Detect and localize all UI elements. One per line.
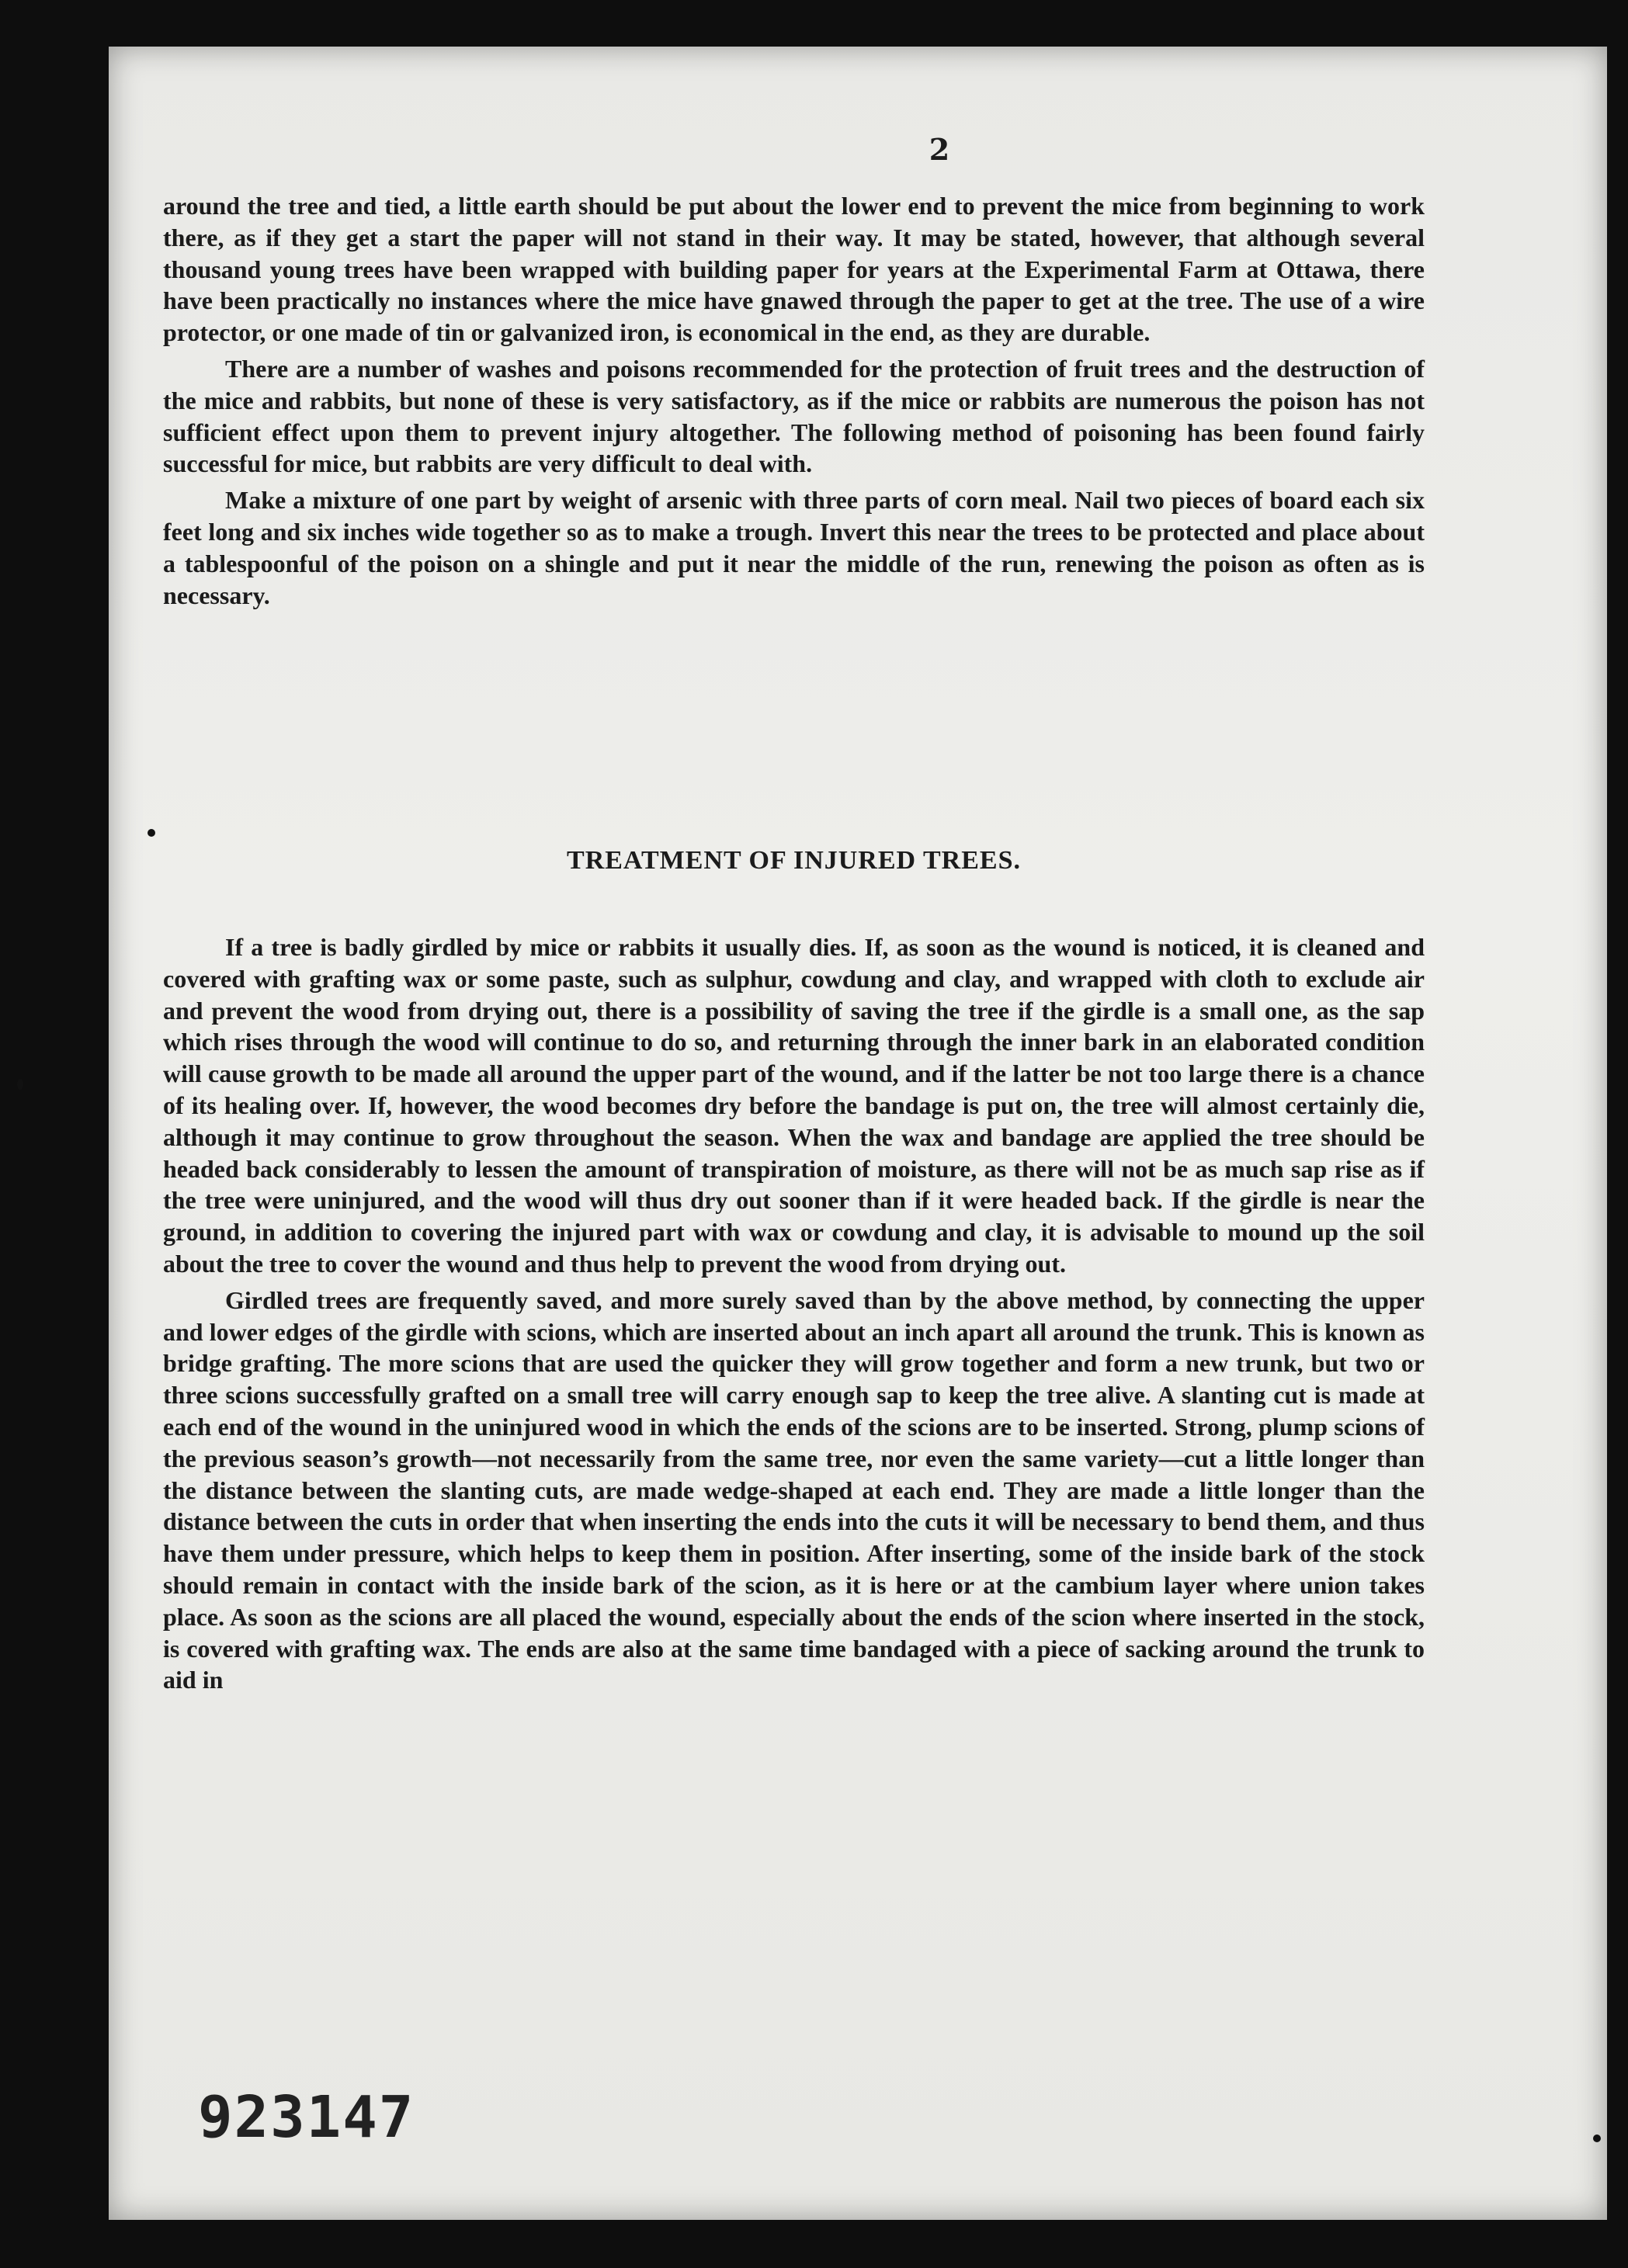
scan-speck (1593, 2134, 1601, 2142)
bottom-text-block (163, 931, 1425, 1696)
scan-speck (17, 1079, 23, 1090)
section-heading: TREATMENT OF INJURED TREES. (567, 846, 1021, 875)
top-text-block (163, 190, 1425, 611)
scan-speck (148, 829, 155, 837)
paragraph-washes-poisons: There are a number of washes and poisons recommended for the protection of fruit trees and the destruction of the mice and rabbits, but none of these is very satisfactory, as if the mice or rabbits are numerous the poison has not sufficient effect upon them to prevent injury altogether. The following method of poisoning has been found fairly successful for mice, but rabbits are very difficult to deal with. (163, 354, 1425, 478)
paragraph-bridge-grafting: Girdled trees are frequently saved, and more surely saved than by the above method, by connecting the upper and lower edges of the girdle with scions, which are inserted about an inch apart all around the trunk. This is known as bridge grafting. The more scions that are used the quicker they will grow together and form a new trunk, but two or three scions successfully grafted on a small tree will carry enough sap to keep the tree alive. A slanting cut is made at each end of the wound in the uninjured wood in which the ends of the scions are to be inserted. Strong, plump scions of the previous season’s growth—not necessarily from the same tree, nor even the same variety—cut a little longer than the distance between the slanting cuts, are made wedge-shaped at each end. They are made a little longer than the distance between the cuts in order that when inserting the ends into the cuts it will be necessary to bend them, and thus have them under pressure, which helps to keep them in position. After inserting, some of the inside bark of the stock should remain in contact with the inside bark of the scion, as it is here or at the cambium layer where union takes place. As soon as the scions are all placed the wound, especially about the ends of the scion where inserted in the stock, is covered with grafting wax. The ends are also at the same time bandaged with a piece of sacking around the trunk to aid in (163, 1285, 1425, 1694)
paragraph-girdled-tree: If a tree is badly girdled by mice or rabbits it usually dies. If, as soon as the wound is noticed, it is cleaned and covered with grafting wax or some paste, such as sulphur, cowdung and clay, and wrapped with cloth to exclude air and prevent the wood from drying out, there is a possibility of saving the tree if the girdle is a small one, as the sap which rises through the wood will continue to do so, and returning through the inner bark in an elaborated condition will cause growth to be made all around the upper part of the wound, and if the latter be not too large there is a chance of its healing over. If, however, the wood becomes dry before the bandage is put on, the tree will almost certainly die, although it may continue to grow throughout the season. When the wax and bandage are applied the tree should be headed back considerably to lessen the amount of transpiration of moisture, as there will not be as much sap rise as if the tree were uninjured, and the wood will thus dry out sooner than if it were headed back. If the girdle is near the ground, in addition to covering the injured part with wax or cowdung and clay, it is advisable to mound up the soil about the tree to cover the wound and thus help to prevent the wood from drying out. (163, 933, 1425, 1278)
page-number: 2 (929, 132, 950, 167)
paragraph-arsenic-mixture: Make a mixture of one part by weight of arsenic with three parts of corn meal. Nail two pieces of board each six feet long and six inches wide together so as to make a trough. Invert this near the trees to be protected and place about a tablespoonful of the poison on a shingle and put it near the middle of the run, renewing the poison as often as is necessary. (163, 486, 1425, 609)
paragraph-continued: around the tree and tied, a little earth should be put about the lower end to prevent the mice from beginning to work there, as if they get a start the paper will not stand in their way. It may be stated, however, that although several thousand young trees have been wrapped with building paper for years at the Experimental Farm at Ottawa, there have been practically no instances where the mice have gnawed through the paper to get at the tree. The use of a wire protector, or one made of tin or galvanized iron, is economical in the end, as they are durable. (163, 192, 1425, 347)
stamp-number: 923147 (198, 2084, 415, 2151)
